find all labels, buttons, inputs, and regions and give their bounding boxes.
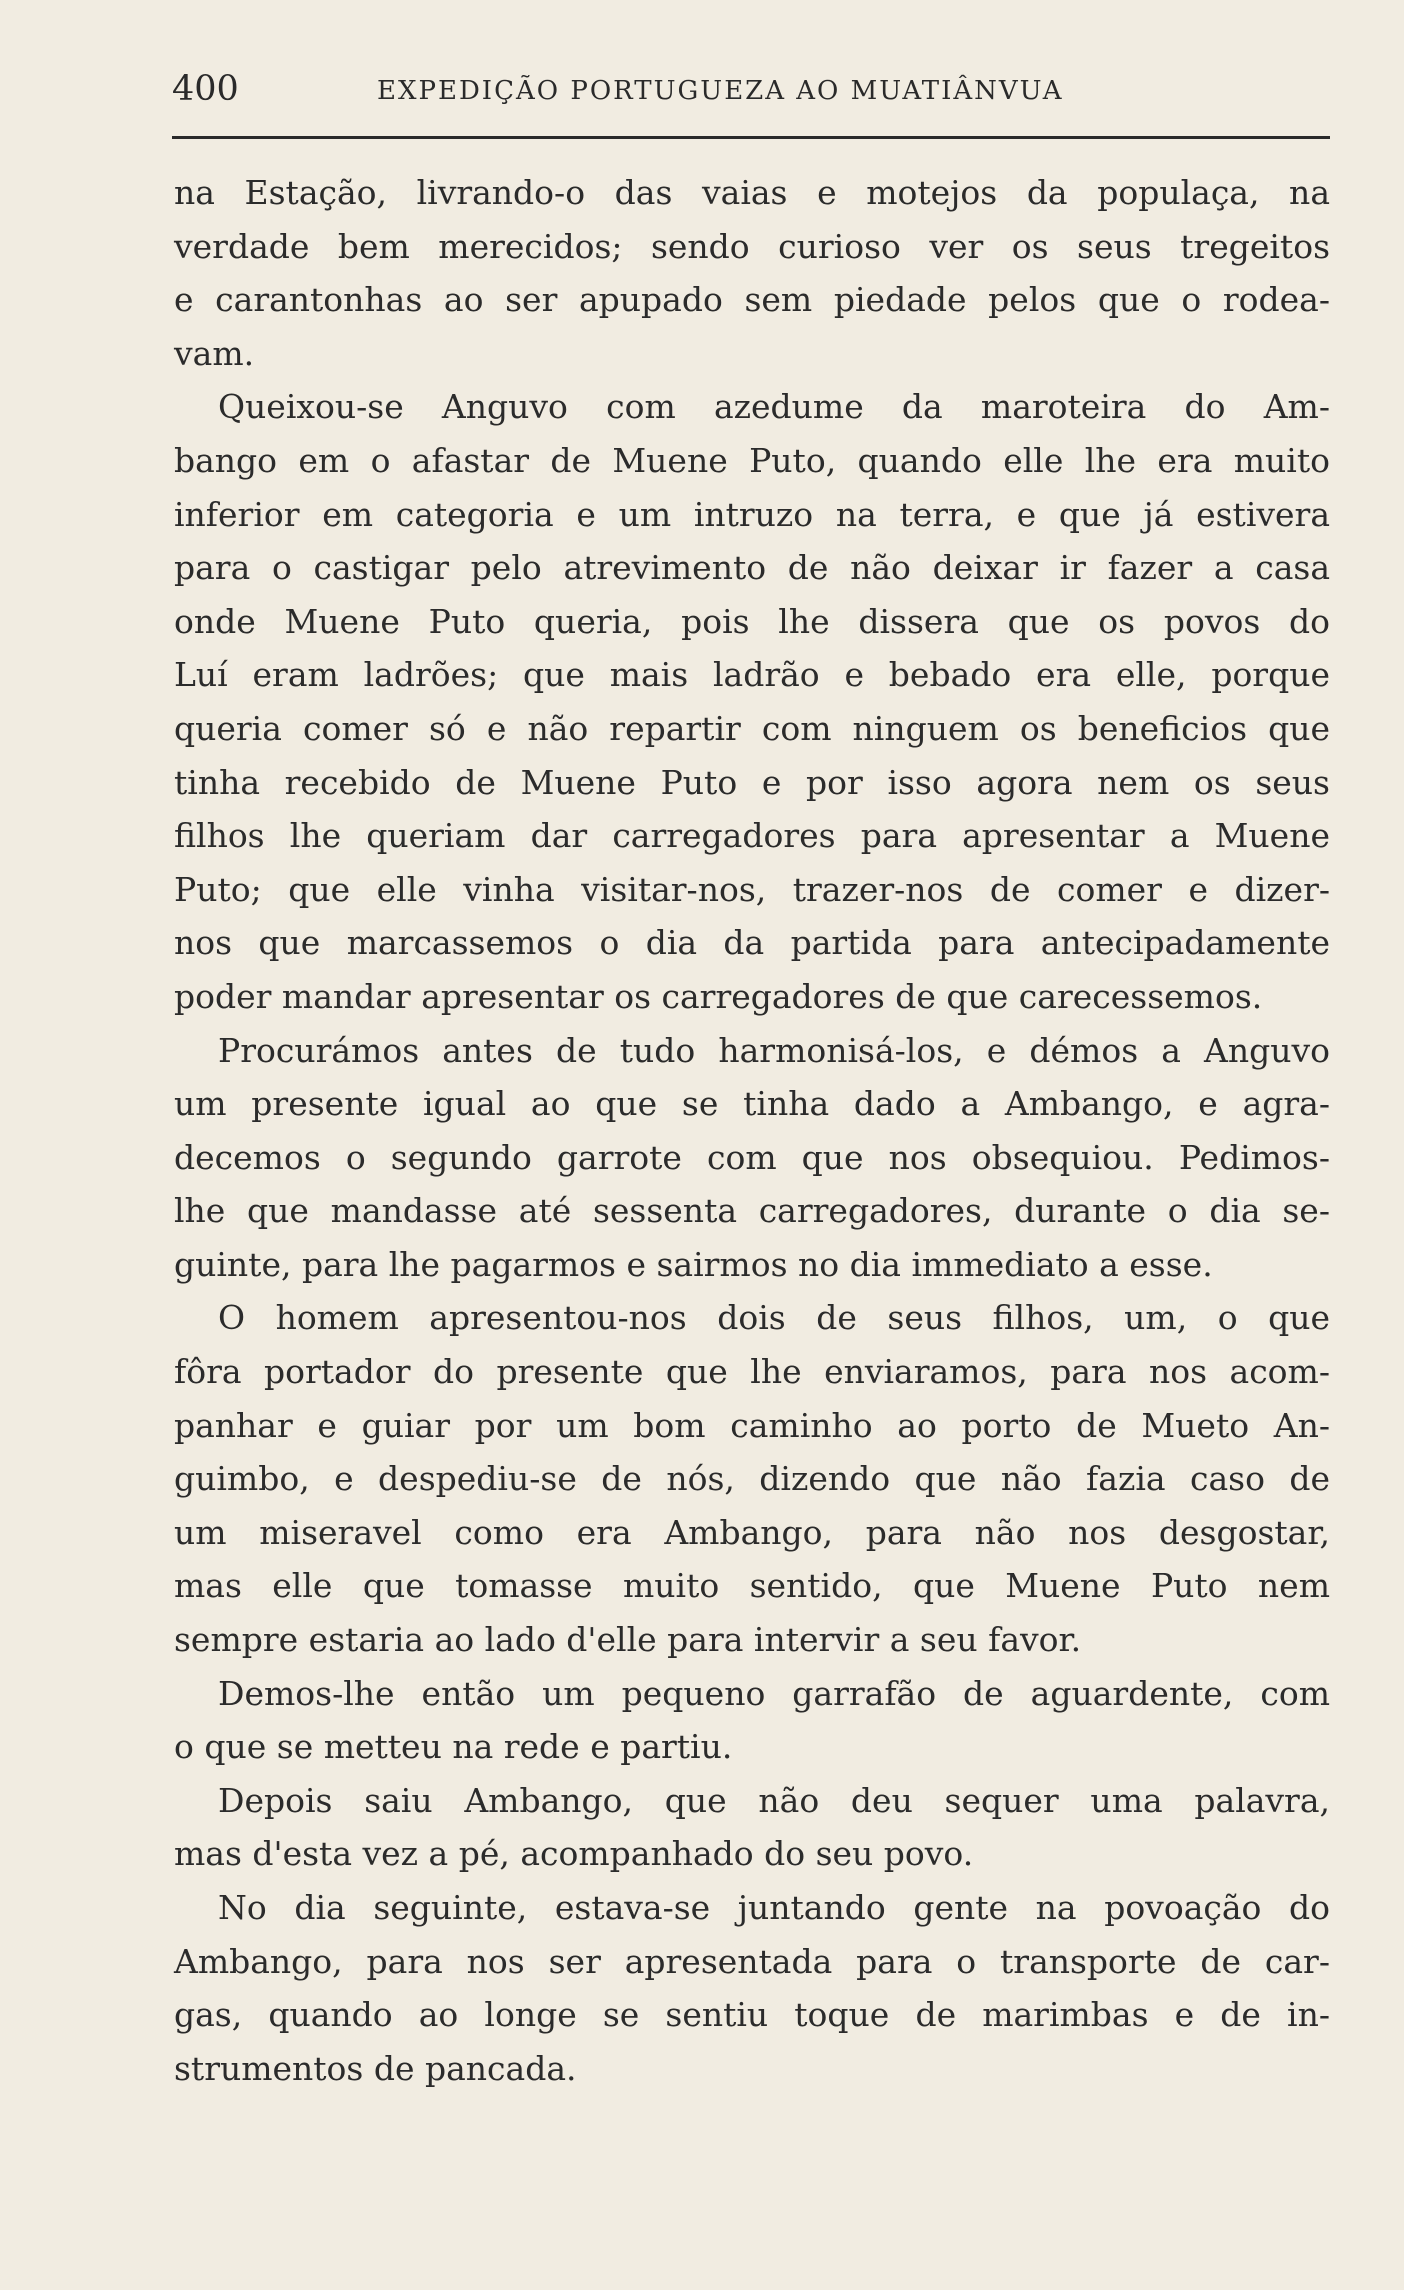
header-rule <box>172 136 1330 139</box>
text-line: guimbo, e despediu-se de nós, dizendo que não fazia caso de <box>174 1459 1330 1499</box>
text-line: um presente igual ao que se tinha dado a Ambango, e agra- <box>174 1084 1330 1124</box>
text-line: e carantonhas ao ser apupado sem piedade pelos que o rodea- <box>174 280 1330 320</box>
text-line: gas, quando ao longe se sentiu toque de marimbas e de in- <box>174 1995 1330 2035</box>
text-line: strumentos de pancada. <box>174 2048 577 2088</box>
text-line: decemos o segundo garrote com que nos obsequiou. Pedimos- <box>174 1137 1330 1177</box>
text-line: panhar e guiar por um bom caminho ao porto de Mueto An- <box>174 1405 1330 1445</box>
running-title: EXPEDIÇÃO PORTUGUEZA AO MUATIÂNVUA <box>377 76 1064 106</box>
text-line: sempre estaria ao lado d'elle para intervir a seu favor. <box>174 1620 1082 1660</box>
text-line: Luí eram ladrões; que mais ladrão e bebado era elle, porque <box>174 655 1330 695</box>
text-line: O homem apresentou-nos dois de seus filhos, um, o que <box>218 1298 1330 1338</box>
text-line: Procurámos antes de tudo harmonisá-los, e démos a Anguvo <box>218 1030 1330 1070</box>
text-line: o que se metteu na rede e partiu. <box>174 1727 733 1767</box>
text-line: verdade bem merecidos; sendo curioso ver os seus tregeitos <box>174 226 1330 266</box>
text-line: fôra portador do presente que lhe enviaramos, para nos acom- <box>174 1352 1330 1392</box>
text-line: nos que marcassemos o dia da partida para antecipadamente <box>174 923 1330 963</box>
text-line: mas d'esta vez a pé, acompanhado do seu povo. <box>174 1834 974 1874</box>
text-line: onde Muene Puto queria, pois lhe dissera que os povos do <box>174 601 1330 641</box>
text-line: Puto; que elle vinha visitar-nos, trazer-nos de comer e dizer- <box>174 869 1330 909</box>
text-line: mas elle que tomasse muito sentido, que Muene Puto nem <box>174 1566 1330 1606</box>
page-header <box>172 64 1332 114</box>
text-line: tinha recebido de Muene Puto e por isso agora nem os seus <box>174 762 1330 802</box>
text-line: para o castigar pelo atrevimento de não deixar ir fazer a casa <box>174 548 1330 588</box>
page-number: 400 <box>172 69 239 109</box>
text-line: queria comer só e não repartir com ninguem os beneficios que <box>174 708 1330 748</box>
text-line: filhos lhe queriam dar carregadores para apresentar a Muene <box>174 816 1330 856</box>
text-line: No dia seguinte, estava-se juntando gente na povoação do <box>218 1888 1330 1927</box>
text-line: um miseravel como era Ambango, para não nos desgostar, <box>174 1512 1330 1552</box>
text-line: inferior em categoria e um intruzo na terra, e que já estivera <box>174 494 1330 534</box>
text-line: na Estação, livrando-o das vaias e motejos da populaça, na <box>174 173 1330 212</box>
text-line: guinte, para lhe pagarmos e sairmos no dia immediato a esse. <box>174 1244 1213 1284</box>
text-line: vam. <box>174 333 255 373</box>
text-line: Depois saiu Ambango, que não deu sequer uma palavra, <box>218 1780 1330 1820</box>
text-line: Demos-lhe então um pequeno garrafão de aguardente, com <box>218 1673 1330 1713</box>
text-line: Ambango, para nos ser apresentada para o transporte de car- <box>174 1941 1330 1981</box>
text-line: bango em o afastar de Muene Puto, quando elle lhe era muito <box>174 440 1330 480</box>
text-line: poder mandar apresentar os carregadores de que carecessemos. <box>174 976 1263 1016</box>
text-line: Queixou-se Anguvo com azedume da maroteira do Am- <box>218 387 1330 427</box>
text-line: lhe que mandasse até sessenta carregadores, durante o dia se- <box>174 1191 1330 1231</box>
body-text <box>174 166 1330 2095</box>
